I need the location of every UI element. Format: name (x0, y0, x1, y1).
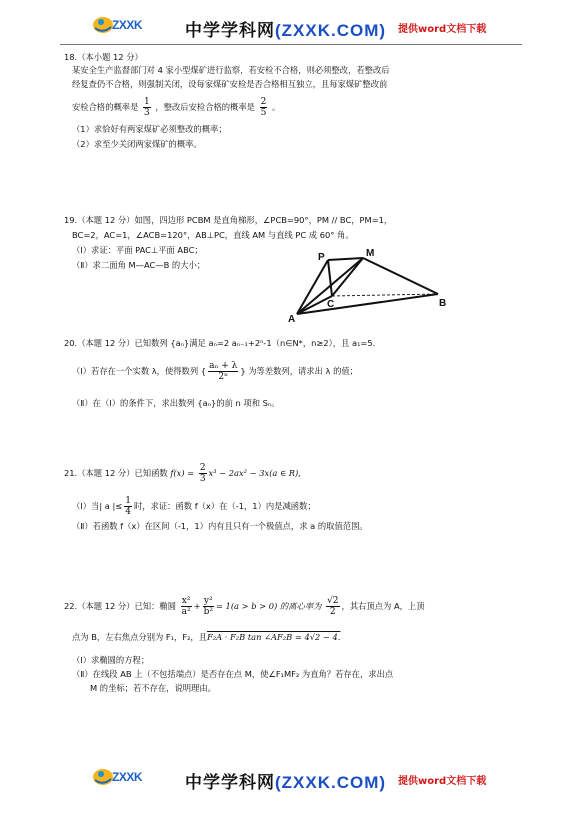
q18-heading: 18.（本小题 12 分） (64, 52, 143, 62)
brand-en: (ZXXK.COM) (275, 21, 387, 40)
q18-line-2: 经复查仍不合格，则强制关闭，设每家煤矿安检是否合格相互独立，且每家煤矿整改前 (72, 79, 388, 89)
site-brand (185, 16, 386, 41)
site-brand (185, 768, 386, 793)
header-divider (60, 44, 522, 45)
download-link[interactable]: 提供word文档下载 (398, 776, 487, 787)
label-b: B (439, 298, 447, 309)
q18-sub-1: （1）求恰好有两家煤矿必须整改的概率； (72, 124, 227, 134)
fraction-y2-b2: $\frac{\text{y²}}{\text{b²}}$ (203, 596, 213, 617)
q18-line-3: 安检合格的概率是 $\frac{1}{3}$ ，整改后安检合格的概率是 $\frac{2}{5}$ 。 (72, 97, 281, 118)
page-footer (0, 760, 580, 800)
label-a: A (288, 314, 296, 325)
q18-sub-2: （2）求至少关闭两家煤矿的概率。 (72, 139, 202, 149)
edge-pm (328, 258, 363, 260)
fraction-x2-a2: $\frac{\text{x²}}{\text{a²}}$ (181, 596, 191, 617)
q19-sub-2: （Ⅱ）求二面角 M—AC—B 的大小； (72, 260, 206, 270)
q20-line-1: 20.（本题 12 分）已知数列 {aₙ}满足 aₙ=2 aₙ₋₁+2ⁿ-1（n∈N*，n≥2），且 a₁=5. (64, 338, 376, 348)
q21-line-1: 21.（本题 12 分）已知函数 f(x) = $\frac{2}{3}$ x³ − 2ax² − 3x(a ∈ R), (64, 463, 301, 484)
fraction-an-lambda: $\frac{\text{aₙ + λ}}{\text{2ⁿ}}$ (209, 361, 238, 382)
label-m: M (366, 248, 375, 259)
fraction-two-fifths: $\frac{2}{5}$ (260, 97, 267, 118)
q19-sub-1: （Ⅰ）求证：平面 PAC⊥平面 ABC； (72, 245, 203, 255)
q22-sub-1: （Ⅰ）求椭圆的方程； (72, 655, 150, 665)
brand-cn: 中学学科网 (185, 773, 275, 793)
label-p: P (318, 252, 325, 263)
edge-cm (332, 258, 363, 296)
logo-wordmark: ZXXK (112, 18, 143, 32)
fraction-two-thirds: $\frac{2}{3}$ (199, 463, 206, 484)
fraction-one-fourth: $\frac{1}{4}$ (125, 496, 131, 517)
brand-en: (ZXXK.COM) (275, 773, 387, 792)
q22-line-2: 点为 B，左右焦点分别为 F₁，F₂，且F₂A · F₂B tan ∠AF₂B = 4√2 − 4. (72, 632, 341, 642)
fraction-root2-over-2: $\frac{√2}{2}$ (327, 596, 339, 617)
logo-wordmark: ZXXK (112, 770, 143, 784)
fraction-one-third: $\frac{1}{3}$ (144, 97, 150, 118)
q19-line-2: BC=2，AC=1，∠ACB=120°，AB⊥PC，直线 AM 与直线 PC 成 60° 角。 (72, 230, 354, 240)
edge-pc (328, 260, 332, 296)
label-c: C (327, 299, 335, 310)
q20-sub-2: （Ⅱ）在（Ⅰ）的条件下，求出数列 {aₙ}的前 n 项和 Sₙ。 (72, 398, 280, 408)
edge-mb (363, 258, 438, 294)
q18-line-1: 某安全生产监督部门对 4 家小型煤矿进行监察，若安检不合格，则必须整改，若整改后 (72, 65, 390, 75)
download-link[interactable]: 提供word文档下载 (398, 24, 487, 35)
q21-sub-2: （Ⅱ）若函数 f（x）在区间（-1，1）内有且只有一个极值点，求 a 的取值范围。 (72, 521, 368, 531)
q19-geometry-figure (278, 246, 458, 326)
q19-line-1: 19.（本题 12 分）如图，四边形 PCBM 是直角梯形，∠PCB=90°，PM // BC，PM=1， (64, 215, 393, 225)
q22-sub-3: M 的坐标；若不存在，说明理由。 (90, 683, 216, 693)
q21-sub-1: （Ⅰ）当| a |≤ $\frac{1}{4}$ 时，求证：函数 f（x）在（-1，1）内是减函数； (72, 496, 316, 517)
q22-sub-2: （Ⅱ）在线段 AB 上（不包括端点）是否存在点 M，使∠F₁MF₂ 为直角？若存在，求出点 (72, 669, 394, 679)
page-header (0, 0, 580, 46)
q20-sub-1: （Ⅰ）若存在一个实数 λ，使得数列 { $\frac{\text{aₙ + λ}}{\text{2ⁿ}}$ } 为等差数列，请求出 λ 的值； (72, 361, 358, 382)
q22-line-1: 22.（本题 12 分）已知：椭圆 $\frac{\text{x²}}{\text{a²}}$ + $\frac{\text{y²}}{\text{b²}}$ = 1(a > b > 0) 的离心率为 $\frac{√2}{2}$ ，其右顶点为 A，上顶 (64, 596, 425, 617)
brand-cn: 中学学科网 (185, 21, 275, 41)
